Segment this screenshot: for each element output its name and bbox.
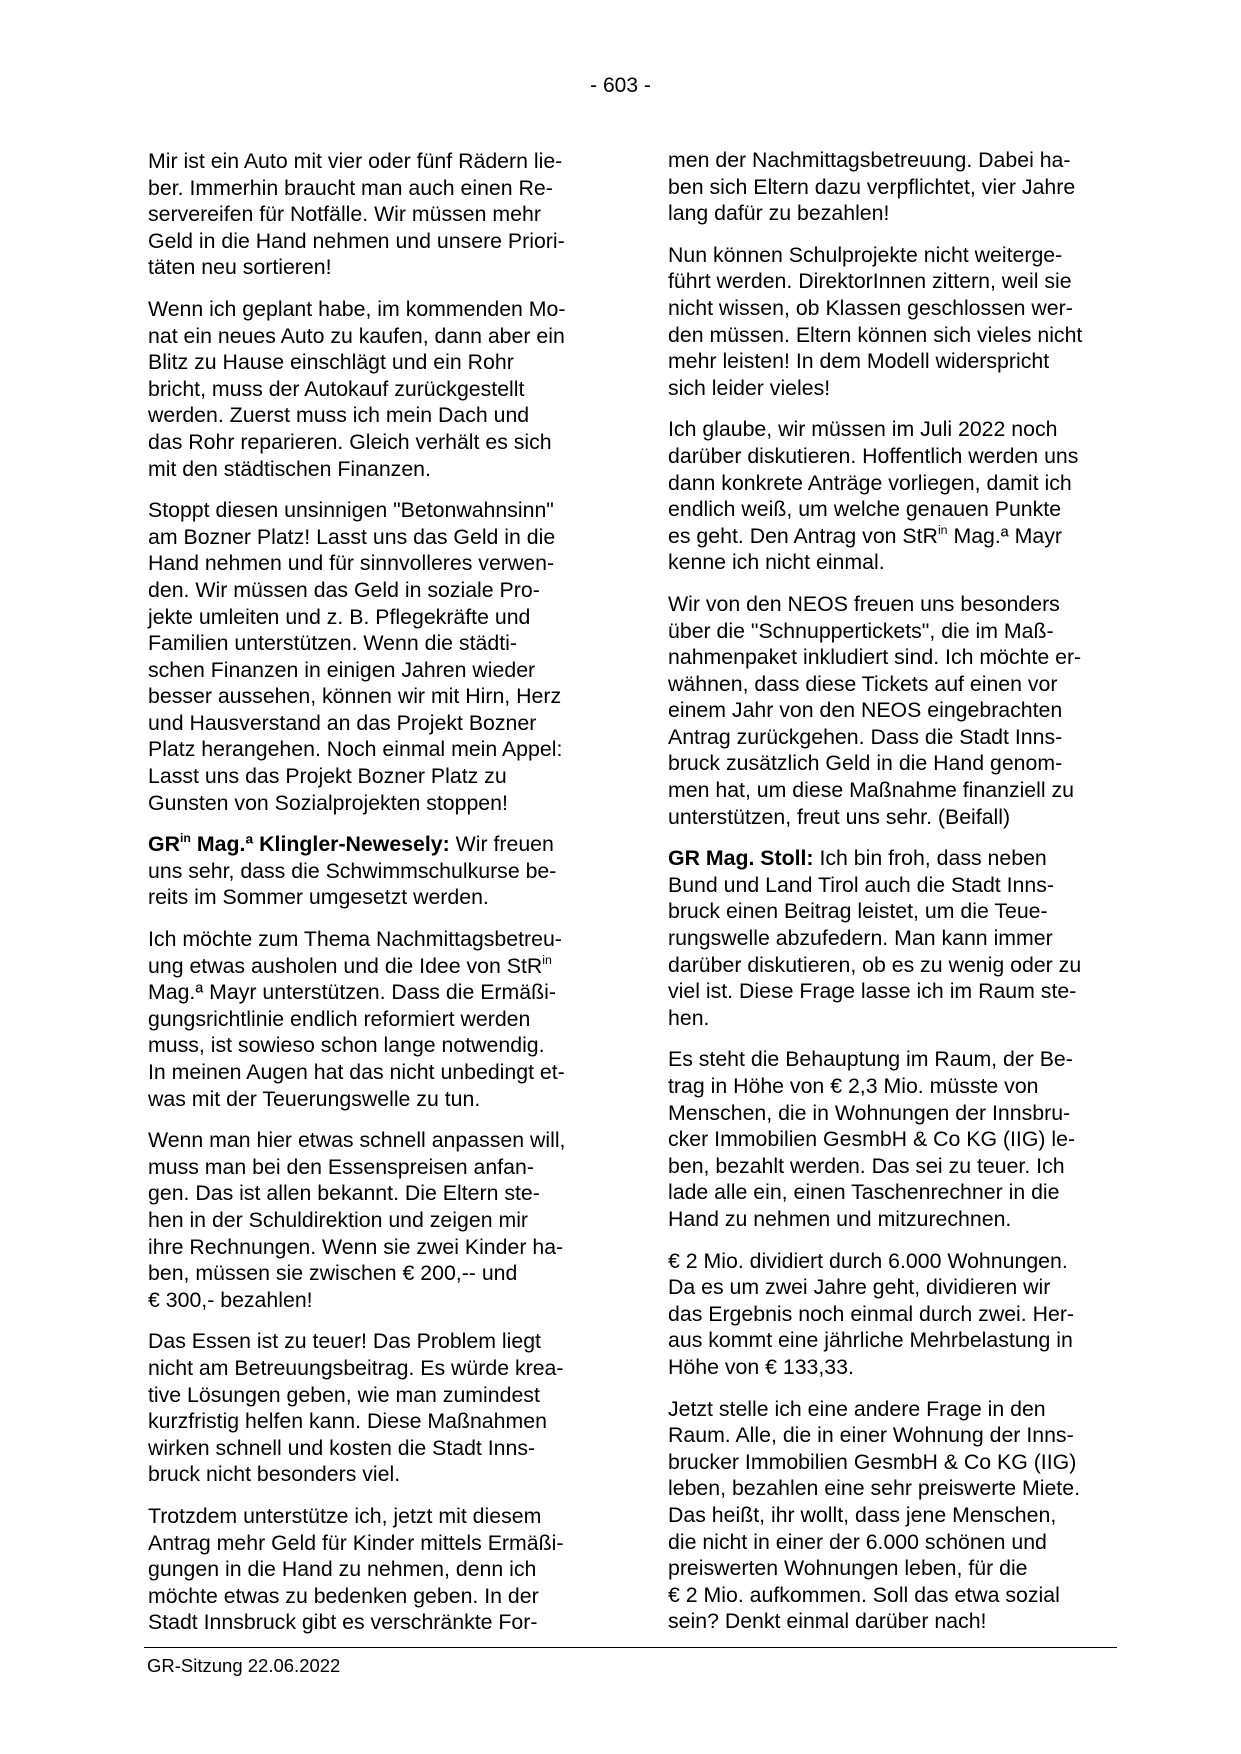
text-line: Lasst uns das Projekt Bozner Platz zu	[148, 764, 507, 789]
text-line: kenne ich nicht einmal.	[668, 550, 885, 575]
footer-divider	[144, 1647, 1117, 1648]
text-line: mehr leisten! In dem Modell widerspricht	[668, 349, 1050, 374]
text-line: Blitz zu Hause einschlägt und ein Rohr	[148, 350, 514, 375]
paragraph	[148, 148, 596, 281]
paragraph	[668, 147, 1116, 227]
text-line: Raum. Alle, die in einer Wohnung der Inns-	[668, 1423, 1074, 1448]
text-line: € 2 Mio. dividiert durch 6.000 Wohnungen.	[668, 1248, 1068, 1273]
text-line: Höhe von € 133,33.	[668, 1354, 854, 1379]
text-line: muss man bei den Essenspreisen anfan-	[148, 1154, 534, 1179]
text-line: Wenn ich geplant habe, im kommenden Mo-	[148, 296, 566, 321]
text-line: viel ist. Diese Frage lasse ich im Raum ste-	[668, 979, 1077, 1004]
text-line: Geld in die Hand nehmen und unsere Priori-	[148, 228, 565, 253]
paragraph	[668, 1248, 1116, 1381]
text-line: wirken schnell und kosten die Stadt Inns-	[148, 1435, 536, 1460]
text-line: Ich möchte zum Thema Nachmittagsbetreu-	[148, 927, 562, 952]
text-line: Antrag zurückgehen. Dass die Stadt Inns-	[668, 724, 1063, 749]
text-line: jekte umleiten und z. B. Pflegekräfte und	[148, 604, 531, 629]
footer-session-date: GR-Sitzung 22.06.2022	[147, 1655, 341, 1676]
text-line: ben, müssen sie zwischen € 200,-- und	[148, 1261, 518, 1286]
paragraph	[668, 416, 1116, 576]
text-line: Mir ist ein Auto mit vier oder fünf Rädern lie-	[148, 149, 563, 173]
text-line: Antrag mehr Geld für Kinder mittels Ermäßi-	[148, 1530, 564, 1555]
left-column	[148, 148, 596, 1651]
text-line: bruck zusätzlich Geld in die Hand genom-	[668, 751, 1063, 776]
text-line: besser aussehen, können wir mit Hirn, Herz	[148, 684, 562, 709]
text-line: dann konkrete Anträge vorliegen, damit ich	[668, 470, 1072, 495]
text-line: uns sehr, dass die Schwimmschulkurse be-	[148, 858, 557, 883]
text-line: Hand zu nehmen und mitzurechnen.	[668, 1206, 1012, 1231]
text-line: unterstützen, freut uns sehr. (Beifall)	[668, 804, 1011, 829]
text-line: rungswelle abzufedern. Man kann immer	[668, 926, 1053, 951]
text-line: werden. Zuerst muss ich mein Dach und	[148, 403, 530, 428]
paragraph	[668, 242, 1116, 402]
text-line: gen. Das ist allen bekannt. Die Eltern ste-	[148, 1181, 540, 1206]
text-line: nat ein neues Auto zu kaufen, dann aber ein	[148, 323, 565, 348]
text-line: € 2 Mio. aufkommen. Soll das etwa sozial	[668, 1582, 1060, 1607]
text-line: täten neu sortieren!	[148, 255, 332, 280]
text-line: $GR^{in}$ Mag.ª Klingler-Newesely: Wir freuen	[148, 831, 554, 857]
text-line: ben, bezahlt werden. Das sei zu teuer. Ich	[668, 1153, 1065, 1178]
superscript: in	[542, 952, 552, 967]
text-line: Es steht die Behauptung im Raum, der Be-	[668, 1047, 1073, 1072]
text-line: ihre Rechnungen. Wenn sie zwei Kinder ha-	[148, 1234, 564, 1259]
text-line: und Hausverstand an das Projekt Bozner	[148, 710, 537, 735]
text-line: Mag.ª Mayr unterstützen. Dass die Ermäßi-	[148, 980, 556, 1005]
text-line: darüber diskutieren, ob es zu wenig oder zu	[668, 952, 1082, 977]
text-line: es geht. Den Antrag von StR$^{in}$ Mag.ª Mayr	[668, 522, 1062, 548]
text-line: Jetzt stelle ich eine andere Frage in den	[668, 1396, 1046, 1421]
text-line: sich leider vieles!	[668, 375, 831, 400]
text-line: führt werden. DirektorInnen zittern, weil sie	[668, 269, 1072, 294]
text-line: Da es um zwei Jahre geht, dividieren wir	[668, 1275, 1051, 1300]
text-line: möchte etwas zu bedenken geben. In der	[148, 1583, 539, 1608]
text-line: das Rohr reparieren. Gleich verhält es sich	[148, 429, 552, 454]
text-line: ung etwas ausholen und die Idee von StR$^{in}$	[148, 952, 552, 978]
superscript: in	[937, 522, 948, 537]
text-line: Menschen, die in Wohnungen der Innsbru-	[668, 1100, 1071, 1125]
paragraph	[148, 831, 596, 911]
text-line: hen in der Schuldirektion und zeigen mir	[148, 1207, 529, 1232]
text-line: das Ergebnis noch einmal durch zwei. Her-	[668, 1301, 1075, 1326]
text-line: nahmenpaket inkludiert sind. Ich möchte er-	[668, 645, 1082, 670]
paragraph	[668, 591, 1116, 830]
text-line: lade alle ein, einen Taschenrechner in die	[668, 1180, 1060, 1205]
text-line: mit den städtischen Finanzen.	[148, 456, 431, 481]
text-line: Das heißt, ihr wollt, dass jene Menschen,	[668, 1502, 1057, 1527]
text-line: men der Nachmittagsbetreuung. Dabei ha-	[668, 148, 1071, 172]
text-line: In meinen Augen hat das nicht unbedingt et-	[148, 1060, 565, 1084]
text-line: den. Wir müssen das Geld in soziale Pro-	[148, 577, 540, 602]
text-line: was mit der Teuerungswelle zu tun.	[148, 1086, 481, 1111]
paragraph	[148, 1328, 596, 1488]
text-line: einem Jahr von den NEOS eingebrachten	[668, 698, 1063, 723]
text-line: Hand nehmen und für sinnvolleres verwen-	[148, 551, 555, 576]
text-line: servereifen für Notfälle. Wir müssen mehr	[148, 202, 541, 227]
text-line: kurzfristig helfen kann. Diese Maßnahmen	[148, 1409, 547, 1434]
text-line: nicht am Betreuungsbeitrag. Es würde krea-	[148, 1355, 564, 1380]
text-line: Stoppt diesen unsinnigen "Betonwahnsinn"	[148, 498, 554, 523]
text-line: darüber diskutieren. Hoffentlich werden uns	[668, 443, 1079, 468]
text-line: reits im Sommer umgesetzt werden.	[148, 885, 489, 910]
text-line: preiswerten Wohnungen leben, für die	[668, 1556, 1028, 1581]
text-line: Stadt Innsbruck gibt es verschränkte For-	[148, 1610, 538, 1635]
page-number: - 603 -	[590, 74, 651, 97]
text-line: aus kommt eine jährliche Mehrbelastung in	[668, 1328, 1073, 1353]
text-line: Bund und Land Tirol auch die Stadt Inns-	[668, 872, 1054, 897]
text-line: ben sich Eltern dazu verpflichtet, vier Jahre	[668, 174, 1076, 199]
paragraph	[148, 296, 596, 482]
paragraph	[668, 1396, 1116, 1635]
text-line: muss, ist sowieso schon lange notwendig.	[148, 1033, 545, 1058]
speaker-name: $GR^{in}$ Mag.ª Klingler-Newesely:	[148, 831, 450, 857]
text-line: Wir von den NEOS freuen uns besonders	[668, 591, 1060, 616]
text-line: ber. Immerhin braucht man auch einen Re-	[148, 175, 553, 200]
superscript: in	[179, 831, 191, 846]
text-line: Familien unterstützen. Wenn die städti-	[148, 631, 517, 656]
text-line: Das Essen ist zu teuer! Das Problem liegt	[148, 1329, 541, 1354]
paragraph	[148, 1127, 596, 1313]
text-line: brucker Immobilien GesmbH & Co KG (IIG)	[668, 1449, 1077, 1474]
text-line: den müssen. Eltern können sich vieles nicht	[668, 322, 1083, 347]
text-line: GR Mag. Stoll: Ich bin froh, dass neben	[668, 846, 1047, 871]
text-line: cker Immobilien GesmbH & Co KG (IIG) le-	[668, 1127, 1076, 1152]
text-line: Nun können Schulprojekte nicht weiterge-	[668, 242, 1063, 267]
text-line: tive Lösungen geben, wie man zumindest	[148, 1382, 540, 1407]
text-line: gungsrichtlinie endlich reformiert werden	[148, 1006, 531, 1031]
paragraph	[668, 1046, 1116, 1232]
text-line: wähnen, dass diese Tickets auf einen vor	[668, 671, 1058, 696]
text-line: men hat, um diese Maßnahme finanziell zu	[668, 778, 1075, 803]
paragraph	[148, 1503, 596, 1636]
text-line: Gunsten von Sozialprojekten stoppen!	[148, 790, 508, 815]
text-line: bricht, muss der Autokauf zurückgestellt	[148, 376, 525, 401]
text-line: Trotzdem unterstütze ich, jetzt mit diesem	[148, 1503, 542, 1528]
speaker-name: GR Mag. Stoll:	[668, 846, 814, 871]
text-line: lang dafür zu bezahlen!	[668, 201, 890, 226]
paragraph	[148, 926, 596, 1112]
text-line: über die "Schnuppertickets", die im Maß-	[668, 618, 1054, 643]
text-line: die nicht in einer der 6.000 schönen und	[668, 1529, 1047, 1554]
right-column	[668, 147, 1116, 1650]
text-line: bruck nicht besonders viel.	[148, 1462, 401, 1487]
text-line: leben, bezahlen eine sehr preiswerte Miete.	[668, 1476, 1080, 1501]
text-line: Platz herangehen. Noch einmal mein Appel:	[148, 737, 563, 762]
text-line: sein? Denkt einmal darüber nach!	[668, 1609, 987, 1634]
text-line: Wenn man hier etwas schnell anpassen will,	[148, 1128, 566, 1153]
text-line: Ich glaube, wir müssen im Juli 2022 noch	[668, 417, 1058, 442]
text-line: endlich weiß, um welche genauen Punkte	[668, 497, 1062, 522]
paragraph	[668, 845, 1116, 1031]
text-line: gungen in die Hand zu nehmen, denn ich	[148, 1557, 537, 1582]
text-line: bruck einen Beitrag leistet, um die Teue-	[668, 899, 1048, 924]
text-line: nicht wissen, ob Klassen geschlossen wer-	[668, 295, 1073, 320]
text-line: trag in Höhe von € 2,3 Mio. müsste von	[668, 1074, 1039, 1098]
paragraph	[148, 497, 596, 816]
text-line: hen.	[668, 1005, 710, 1030]
text-line: € 300,- bezahlen!	[148, 1287, 313, 1312]
text-line: schen Finanzen in einigen Jahren wieder	[148, 657, 536, 682]
text-line: am Bozner Platz! Lasst uns das Geld in die	[148, 524, 556, 549]
